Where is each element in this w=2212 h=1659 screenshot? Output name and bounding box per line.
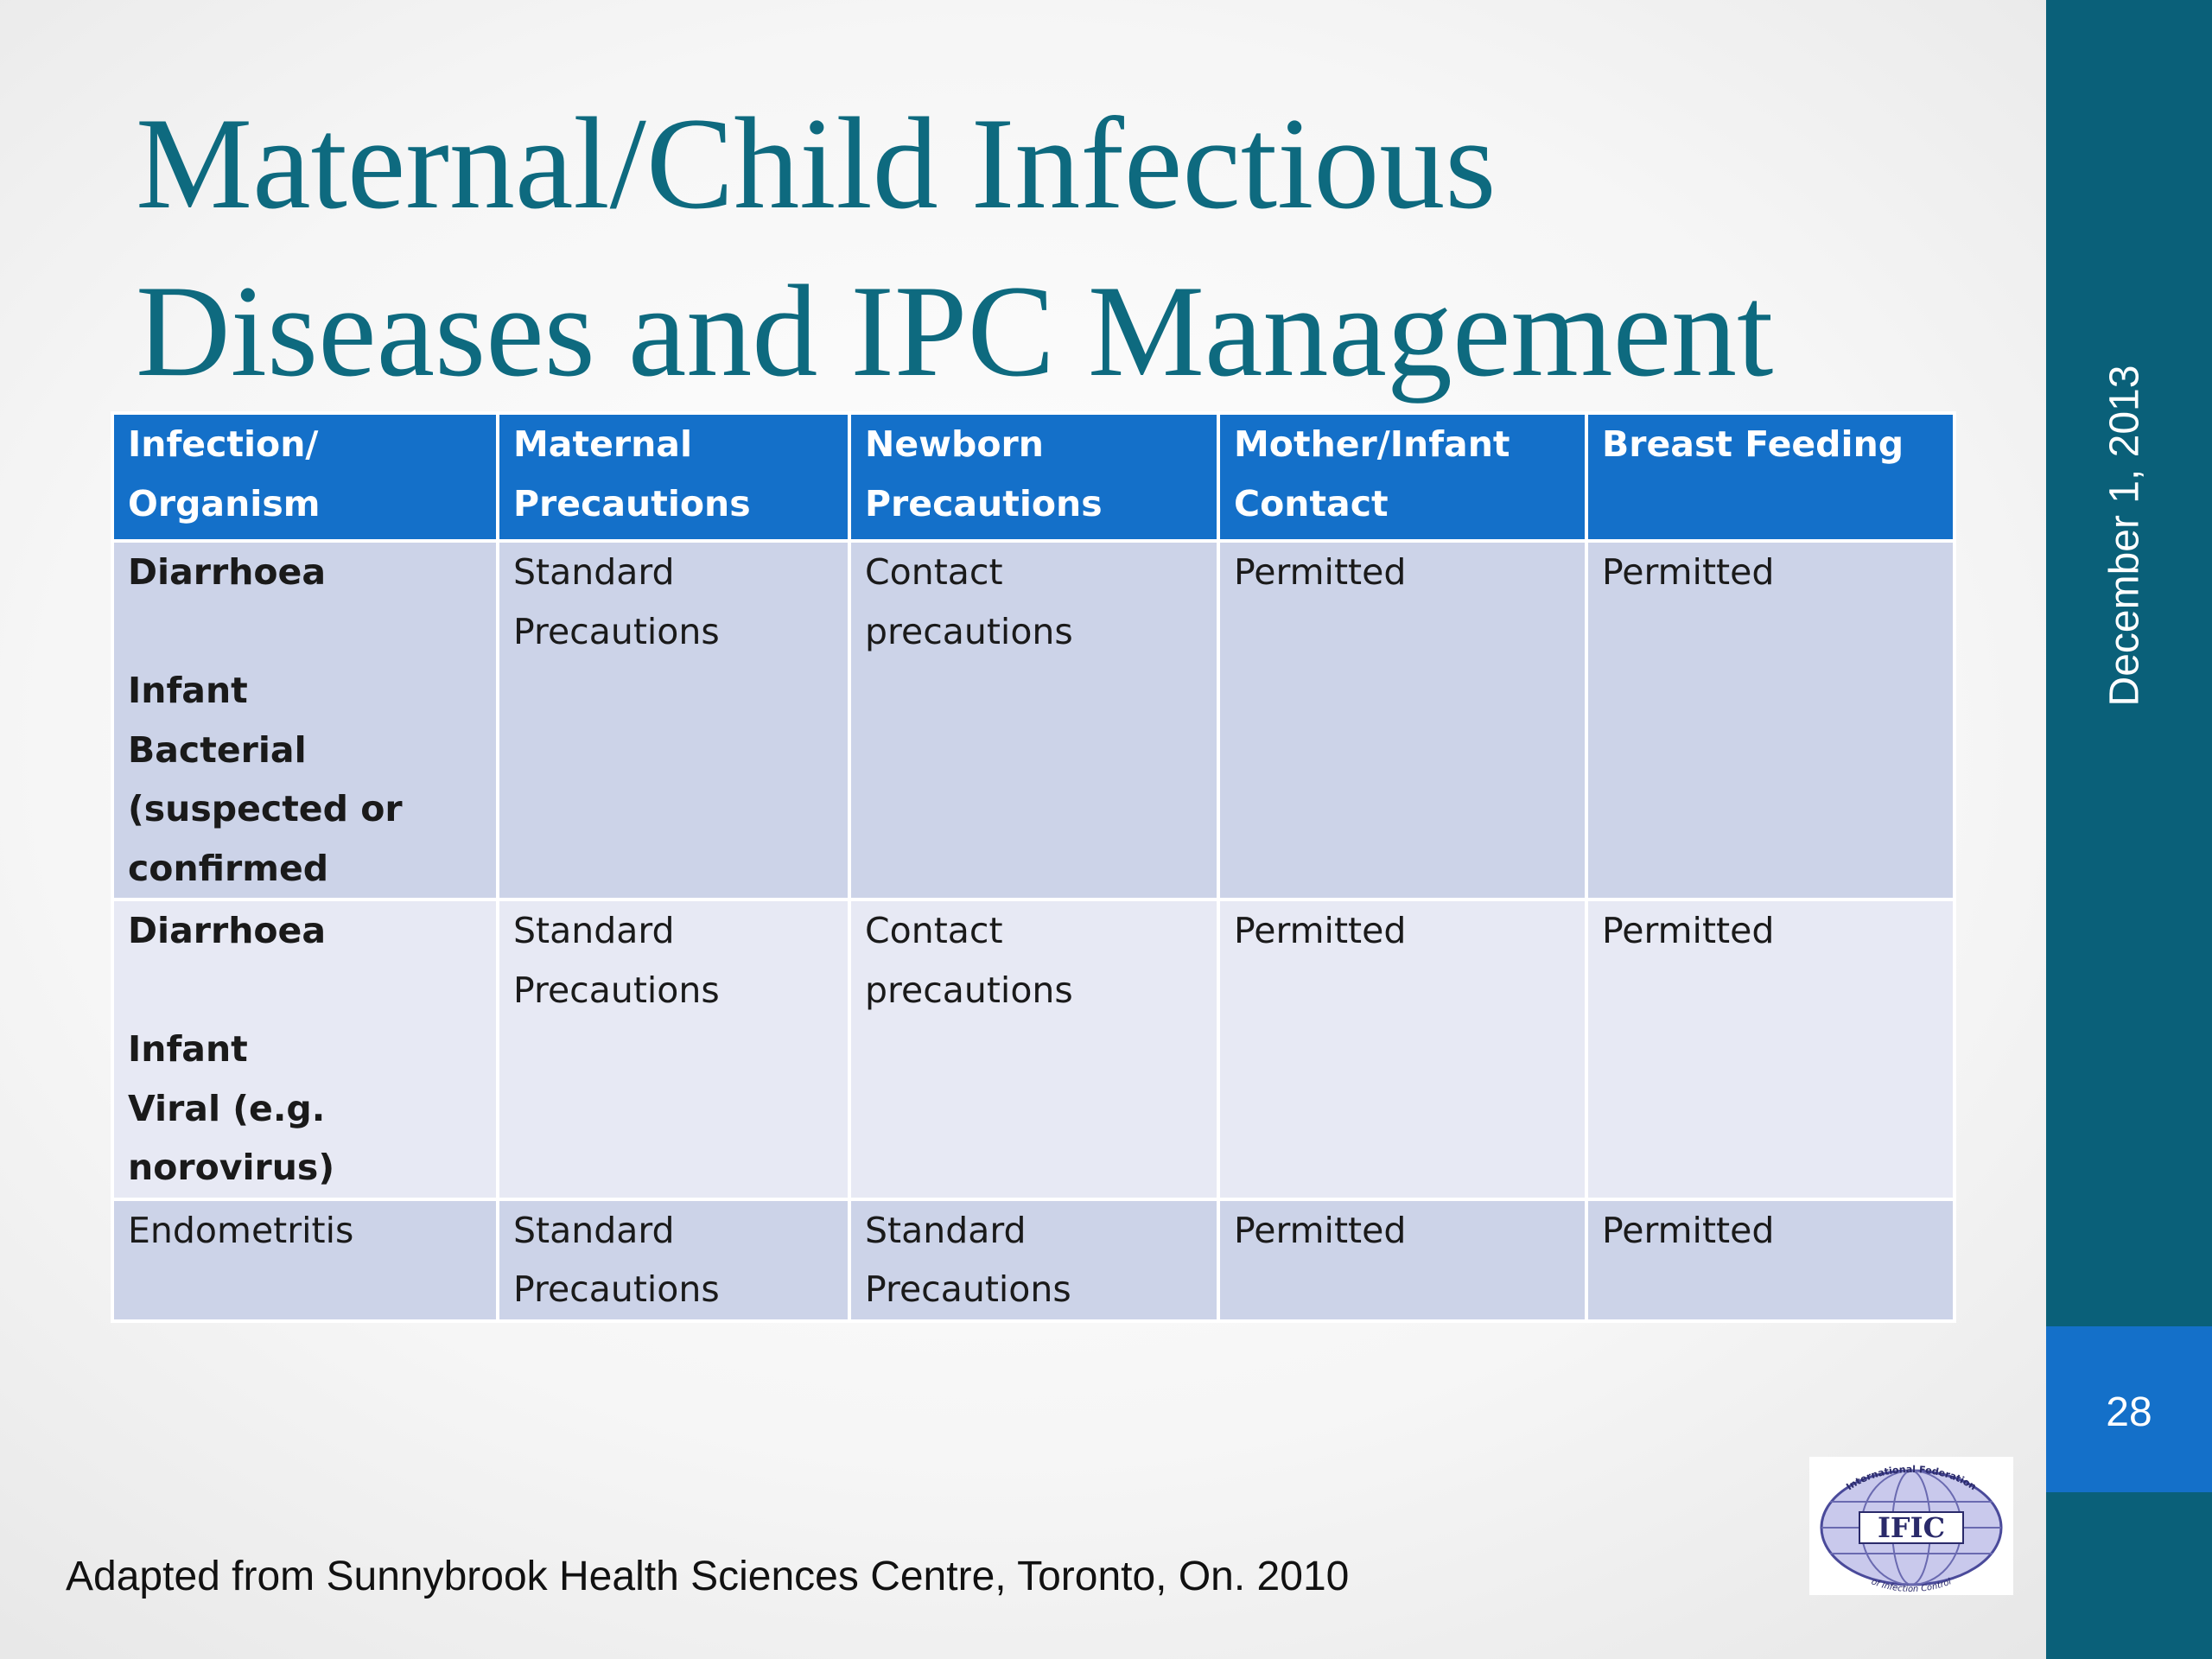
slide-title-line-1: Maternal/Child Infectious: [136, 91, 1497, 236]
page-number: 28: [2106, 1389, 2152, 1435]
cell-maternal-precautions: Standard Precautions: [498, 541, 849, 899]
ipc-management-table: [111, 411, 1956, 1323]
slide-date: December 1, 2013: [2101, 365, 2148, 707]
header-maternal-precautions: Maternal Precautions: [498, 413, 849, 541]
page-number-box: [2046, 1326, 2212, 1492]
header-infection-organism: Infection/ Organism: [112, 413, 498, 541]
cell-organism: Diarrhoea Infant Viral (e.g. norovirus): [112, 899, 498, 1199]
slide-title: [136, 79, 2019, 415]
cell-newborn-precautions: Standard Precautions: [849, 1199, 1218, 1321]
cell-organism: Diarrhoea Infant Bacterial (suspected or confirmed: [112, 541, 498, 899]
cell-organism: Endometritis: [112, 1199, 498, 1321]
cell-breast-feeding: Permitted: [1586, 899, 1955, 1199]
cell-breast-feeding: Permitted: [1586, 541, 1955, 899]
table-row: [112, 541, 1955, 899]
cell-newborn-precautions: Contact precautions: [849, 899, 1218, 1199]
cell-mother-infant-contact: Permitted: [1218, 541, 1586, 899]
logo-arc-top: International Federation: [1844, 1463, 1979, 1493]
cell-newborn-precautions: Contact precautions: [849, 541, 1218, 899]
header-mother-infant-contact: Mother/Infant Contact: [1218, 413, 1586, 541]
cell-maternal-precautions: Standard Precautions: [498, 899, 849, 1199]
logo-center-text: IFIC: [1877, 1511, 1946, 1544]
table-header-row: [112, 413, 1955, 541]
logo-arc-bottom: of Infection Control: [1870, 1577, 1954, 1594]
source-footnote: Adapted from Sunnybrook Health Sciences Centre, Toronto, On. 2010: [66, 1554, 1350, 1599]
cell-mother-infant-contact: Permitted: [1218, 1199, 1586, 1321]
cell-mother-infant-contact: Permitted: [1218, 899, 1586, 1199]
slide-title-line-2: Diseases and IPC Management: [136, 258, 1774, 404]
header-newborn-precautions: Newborn Precautions: [849, 413, 1218, 541]
table-row: [112, 1199, 1955, 1321]
table-row: [112, 899, 1955, 1199]
cell-breast-feeding: Permitted: [1586, 1199, 1955, 1321]
cell-maternal-precautions: Standard Precautions: [498, 1199, 849, 1321]
header-breast-feeding: Breast Feeding: [1586, 413, 1955, 541]
ific-logo-icon: [1809, 1457, 2013, 1595]
